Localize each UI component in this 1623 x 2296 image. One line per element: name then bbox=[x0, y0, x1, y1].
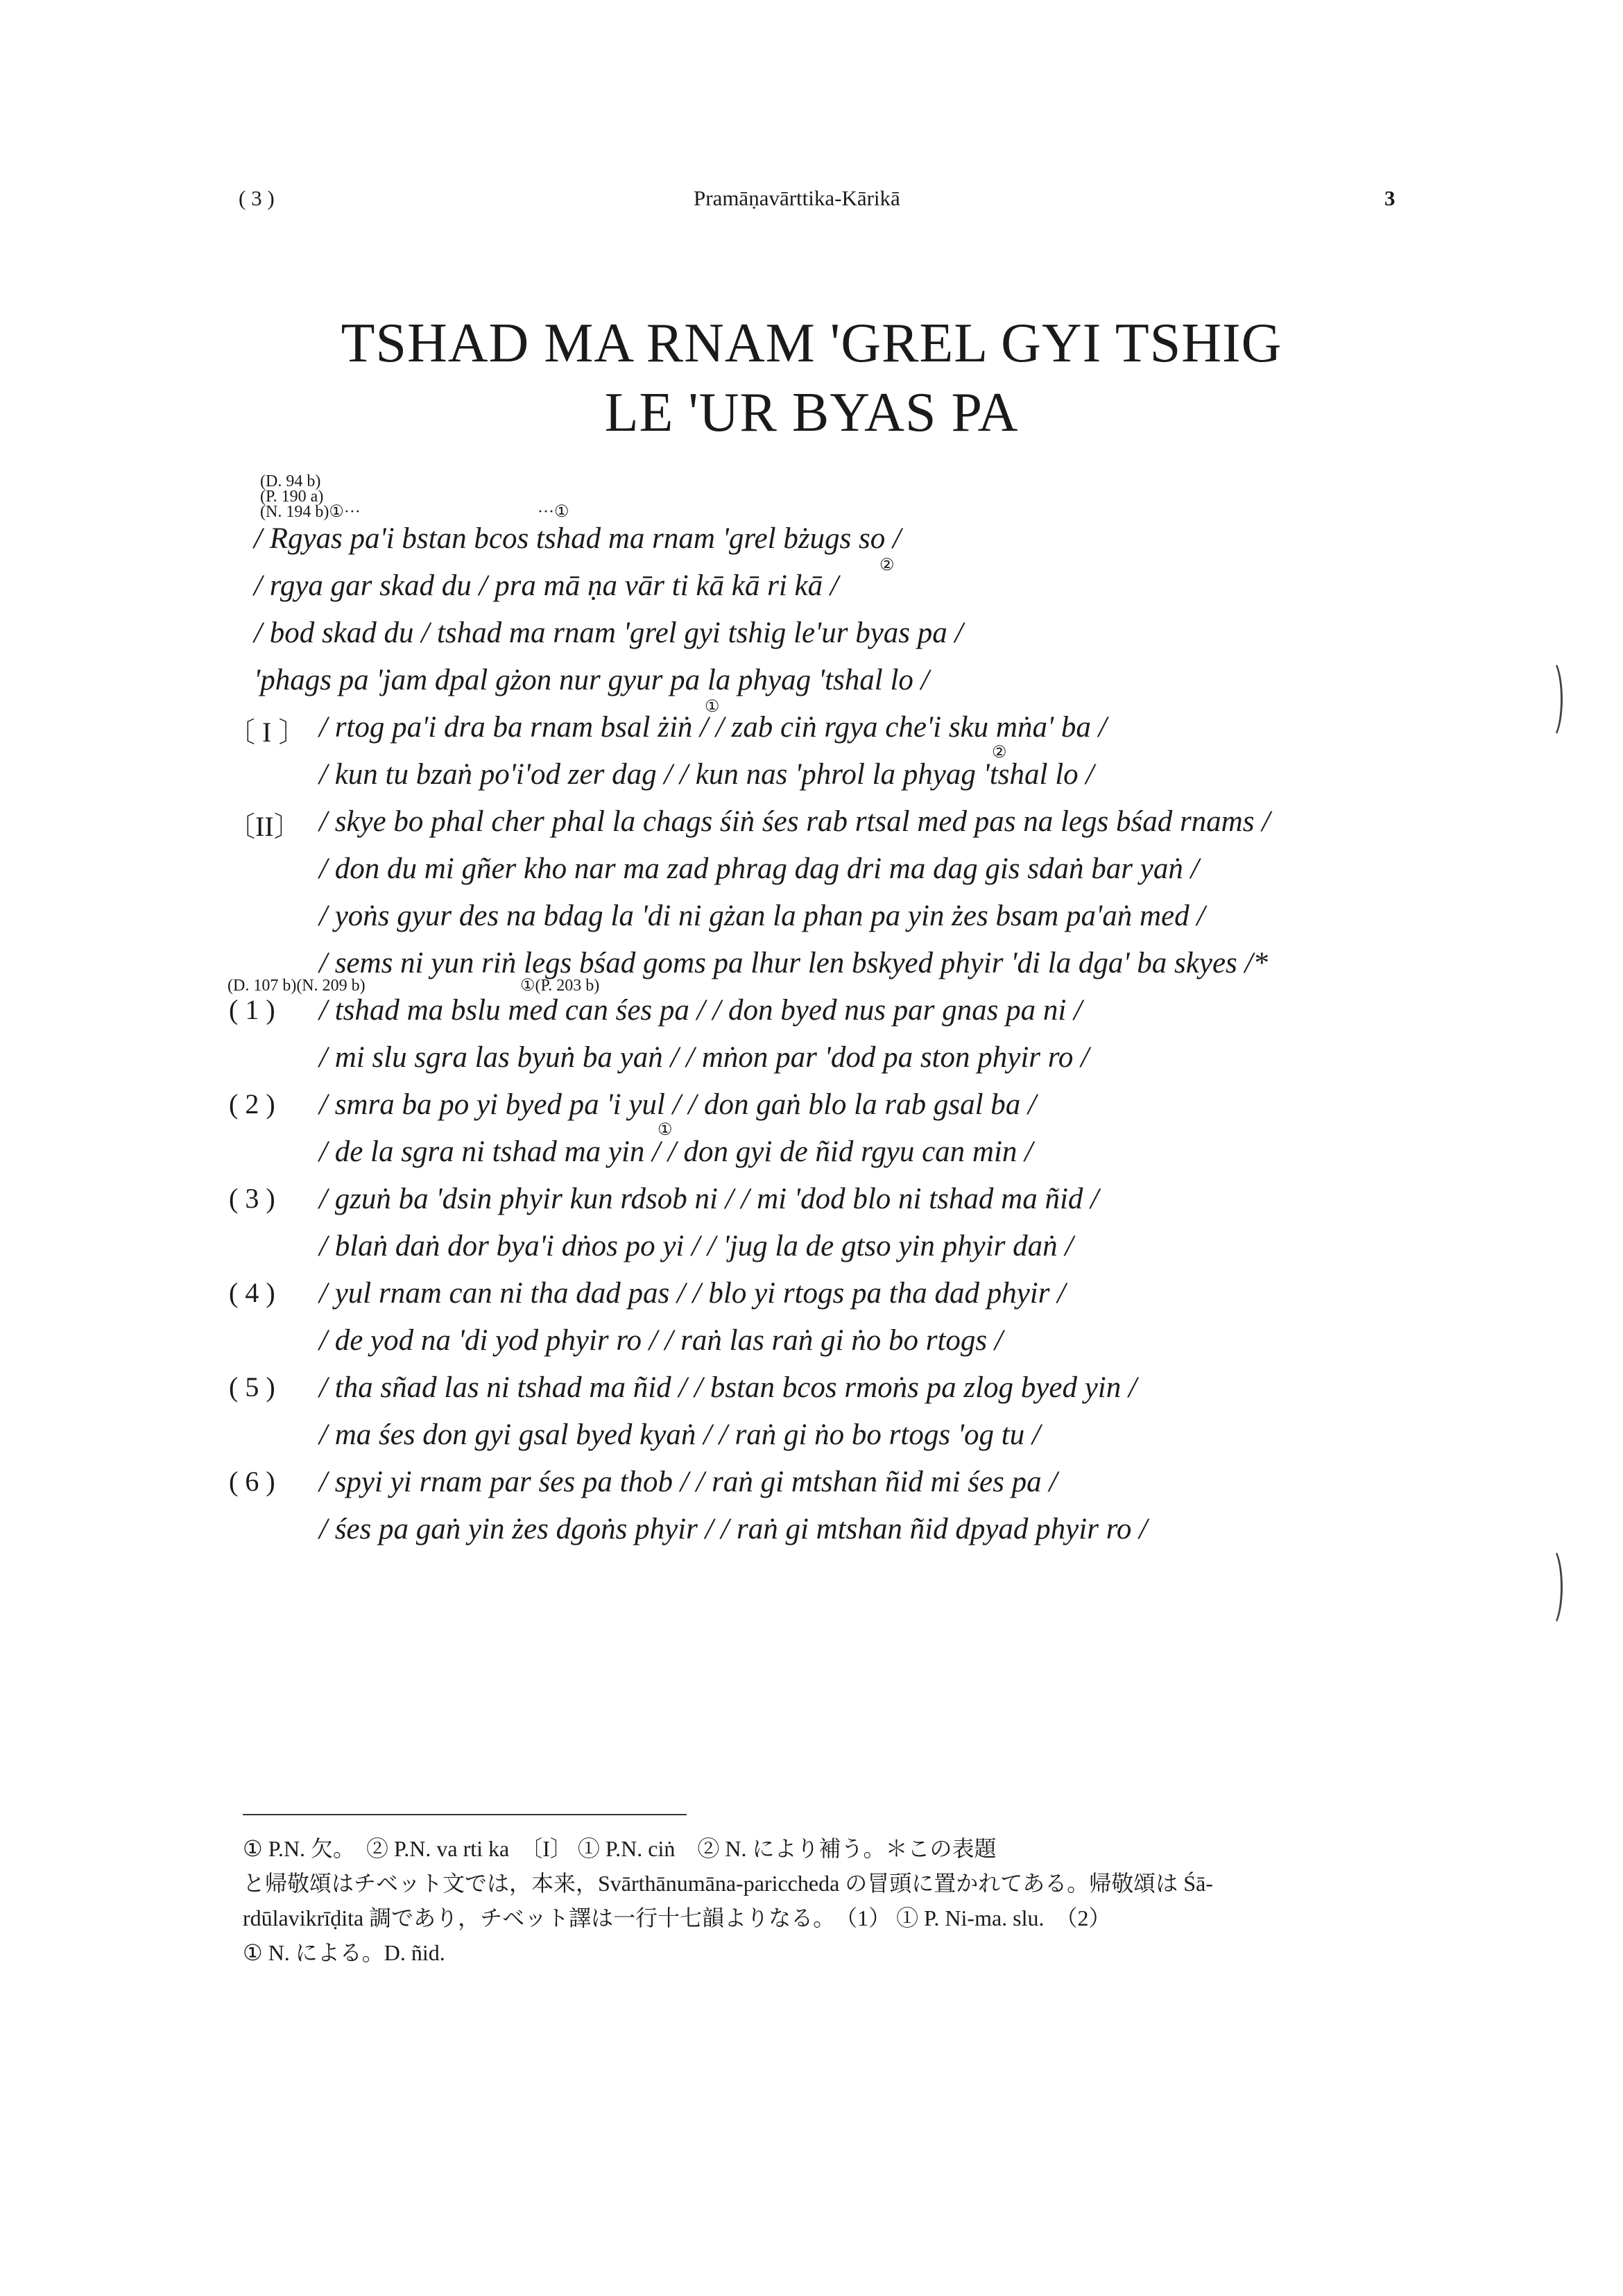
verse-line: / gzuṅ ba 'dsin phyir kun rdsob ni / / mi 'dod blo ni tshad ma ñid / bbox=[319, 1183, 1099, 1215]
opening-line: / bod skad du / tshad ma rnam 'grel gyi tshig le'ur byas pa / bbox=[254, 617, 963, 649]
verse-line: / śes pa gaṅ yin żes dgoṅs phyir / / raṅ gi mtshan ñid dpyad phyir ro / bbox=[319, 1513, 1148, 1545]
verse-line: / rtog pa'i dra ba rnam bsal żiṅ / / zab ciṅ rgya che'i sku mṅa' ba / bbox=[319, 711, 1107, 744]
verse-number: ( 5 ) bbox=[229, 1371, 275, 1403]
margin-arc bbox=[1540, 659, 1563, 739]
verse-line: / blaṅ daṅ dor bya'i dṅos po yi / / 'jug la de gtso yin phyir daṅ / bbox=[319, 1230, 1074, 1262]
verse-number: ( 4 ) bbox=[229, 1277, 275, 1308]
verse-line: / don du mi gñer kho nar ma zad phrag dag dri ma dag gis sdaṅ bar yaṅ / bbox=[319, 853, 1199, 885]
footnote-line: rdūlavikrīḍita 調であり，チベット譯は一行十七韻よりなる。 （1） ① P. Ni-ma. slu. （2） bbox=[243, 1905, 1111, 1930]
footnote-line: ① N. による。D. ñid. bbox=[243, 1940, 445, 1965]
siglum-mid-right: ①(P. 203 b) bbox=[520, 977, 600, 995]
verse-line: / de la sgra ni tshad ma yin / / don gyi de ñid rgyu can min / bbox=[319, 1136, 1033, 1168]
verse-line: / smra ba po yi byed pa 'i yul / / don gaṅ blo la rab gsal ba / bbox=[319, 1088, 1036, 1121]
verse-line: / sems ni yun riṅ legs bśad goms pa lhur len bskyed phyir 'di la dga' ba skyes /* bbox=[319, 947, 1268, 979]
running-title: Pramāṇavārttika-Kārikā bbox=[694, 186, 900, 210]
verse-line: / yoṅs gyur des na bdag la 'di ni gżan la phan pa yin żes bsam pa'aṅ med / bbox=[319, 900, 1205, 932]
margin-arc bbox=[1540, 1547, 1563, 1627]
page-label: ( 3 ) bbox=[239, 186, 275, 210]
verse-line: / skye bo phal cher phal la chags śiṅ śes rab rtsal med pas na legs bśad rnams / bbox=[319, 805, 1271, 838]
note-mark: ② bbox=[992, 744, 1007, 762]
siglum-mid-left: (D. 107 b)(N. 209 b) bbox=[227, 977, 366, 995]
verse-line: / mi slu sgra las byuṅ ba yaṅ / / mṅon par 'dod pa ston phyir ro / bbox=[319, 1041, 1090, 1074]
note-mark: ② bbox=[879, 556, 895, 574]
footnote-line: ① P.N. 欠。 ② P.N. va rti ka 〔I〕 ① P.N. ciṅ ② N. により補う。＊この表題 bbox=[243, 1836, 997, 1861]
verse-number: ( 3 ) bbox=[229, 1183, 275, 1214]
note-mark: ① bbox=[658, 1121, 673, 1139]
siglum-d: (D. 94 b) bbox=[260, 472, 321, 490]
title-line-1: TSHAD MA RNAM 'GREL GYI TSHIG bbox=[341, 313, 1282, 374]
title-line-2: LE 'UR BYAS PA bbox=[604, 382, 1019, 443]
verse-number: 〔II〕 bbox=[227, 811, 302, 842]
opening-line: / Rgyas pa'i bstan bcos tshad ma rnam 'grel bżugs so / bbox=[254, 522, 901, 555]
verse-line: / kun tu bzaṅ po'i'od zer dag / / kun nas 'phrol la phyag 'tshal lo / bbox=[319, 758, 1094, 791]
verse-line: / tha sñad las ni tshad ma ñid / / bstan bcos rmoṅs pa zlog byed yin / bbox=[319, 1371, 1137, 1404]
note-mark: ① bbox=[705, 698, 720, 716]
siglum-p: (P. 190 a) bbox=[260, 488, 324, 506]
footnote-line: と帰敬頌はチベット文では，本来，Svārthānumāna-pariccheda の冒頭に置かれてある。帰敬頌は Śā- bbox=[243, 1871, 1213, 1896]
page-number: 3 bbox=[1384, 186, 1396, 210]
siglum-n: (N. 194 b)①··· bbox=[260, 503, 361, 521]
verse-line: / de yod na 'di yod phyir ro / / raṅ las raṅ gi ṅo bo rtogs / bbox=[319, 1324, 1003, 1357]
footnote-rule bbox=[243, 1814, 687, 1815]
siglum-n-end: ···① bbox=[538, 503, 569, 521]
verse-number: ( 1 ) bbox=[229, 994, 275, 1025]
verse-number: ( 6 ) bbox=[229, 1466, 275, 1497]
verse-number: ( 2 ) bbox=[229, 1088, 275, 1120]
verse-line: / ma śes don gyi gsal byed kyaṅ / / raṅ gi ṅo bo rtogs 'og tu / bbox=[319, 1419, 1040, 1451]
opening-line: 'phags pa 'jam dpal gżon nur gyur pa la phyag 'tshal lo / bbox=[254, 664, 929, 696]
verse-line: / spyi yi rnam par śes pa thob / / raṅ gi mtshan ñid mi śes pa / bbox=[319, 1466, 1058, 1498]
verse-line: / tshad ma bslu med can śes pa / / don byed nus par gnas pa ni / bbox=[319, 994, 1083, 1027]
opening-line: / rgya gar skad du / pra mā ṇa vār ti kā kā ri kā / bbox=[254, 569, 839, 602]
verse-line: / yul rnam can ni tha dad pas / / blo yi rtogs pa tha dad phyir / bbox=[319, 1277, 1066, 1310]
verse-number: 〔 I 〕 bbox=[227, 717, 307, 748]
